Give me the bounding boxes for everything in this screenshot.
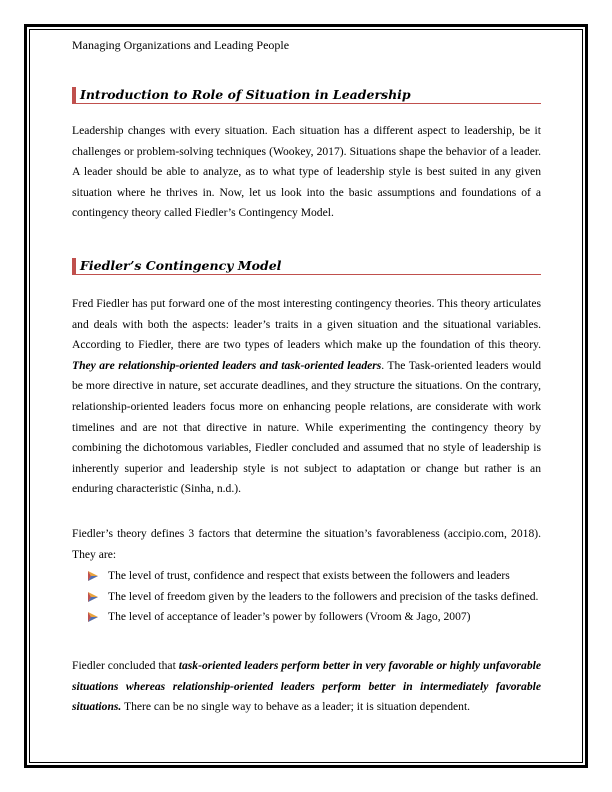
list-item: [88, 587, 540, 608]
heading-title: Fiedler’s Contingency Model: [80, 258, 282, 273]
emphasis-text: They are relationship-oriented leaders and task-oriented leaders: [72, 358, 382, 372]
list-item-text: The level of trust, confidence and respect that exists between the followers and leaders: [108, 569, 510, 582]
text-run: Fiedler concluded that: [72, 659, 179, 672]
text-run: There can be no single way to behave as a leader; it is situation dependent.: [121, 700, 471, 714]
list-item-text: The level of acceptance of leader’s power by followers (Vroom & Jago, 2007): [108, 610, 471, 623]
intro-paragraph: Leadership changes with every situation. Each situation has a different aspect to leadership, be it challenges or problem-solving techniques (Wookey, 2017). Situations shape the behavior of a leader. A leader should be able to analyze, as to what type of leadership style is best suited in any given situation where he thrives in. Now, let us look into the basic assumptions and foundations of a contingency theory called Fiedler’s Contingency Model.: [72, 124, 541, 220]
heading-accent-bar: [72, 258, 76, 274]
text-run: Fred Fiedler has put forward one of the most interesting contingency theories. This theory articulates and deals with both the aspects: leader’s traits in a given situation and the situational variables. According to Fiedler, there are two types of leaders which make up the foundation of this theory.: [72, 297, 541, 352]
heading-title: Introduction to Role of Situation in Leadership: [80, 87, 411, 102]
fiedler-paragraph-1: [72, 294, 541, 500]
text-run: . The Task-oriented leaders would be more directive in nature, set accurate deadlines, and they structure the situations. On the contrary, relationship-oriented leaders focus more on enhancing people relations, are considerate with work timelines and are not that directive in nature. While experimenting the contingency theory by combining the dichotomous variables, Fiedler concluded and assumed that no style of leadership is inherently superior and leadership style is not subject to adaptation or change but rather is an enduring characteristic (Sinha, n.d.).: [72, 358, 541, 496]
arrow-bullet-icon: [88, 592, 98, 602]
list-item: [88, 607, 540, 628]
fiedler-paragraph-3: [72, 656, 541, 718]
running-head: Managing Organizations and Leading People: [72, 38, 290, 52]
list-item: [88, 566, 540, 587]
arrow-bullet-icon: [88, 571, 98, 581]
list-item-text: The level of freedom given by the leaders to the followers and precision of the tasks defined.: [108, 589, 539, 603]
fiedler-paragraph-2: Fiedler’s theory defines 3 factors that determine the situation’s favorableness (accipio.com, 2018). They are:: [72, 527, 541, 561]
heading-accent-bar: [72, 87, 76, 103]
section-heading-fiedler: [72, 258, 541, 275]
emphasis-text: task-oriented leaders perform better in very favorable or highly unfavorable situations whereas relationship-oriented leaders perform better in intermediately favorable situations.: [72, 659, 541, 714]
arrow-bullet-icon: [88, 612, 98, 622]
section-heading-intro: [72, 87, 541, 104]
factors-list: [88, 566, 540, 628]
